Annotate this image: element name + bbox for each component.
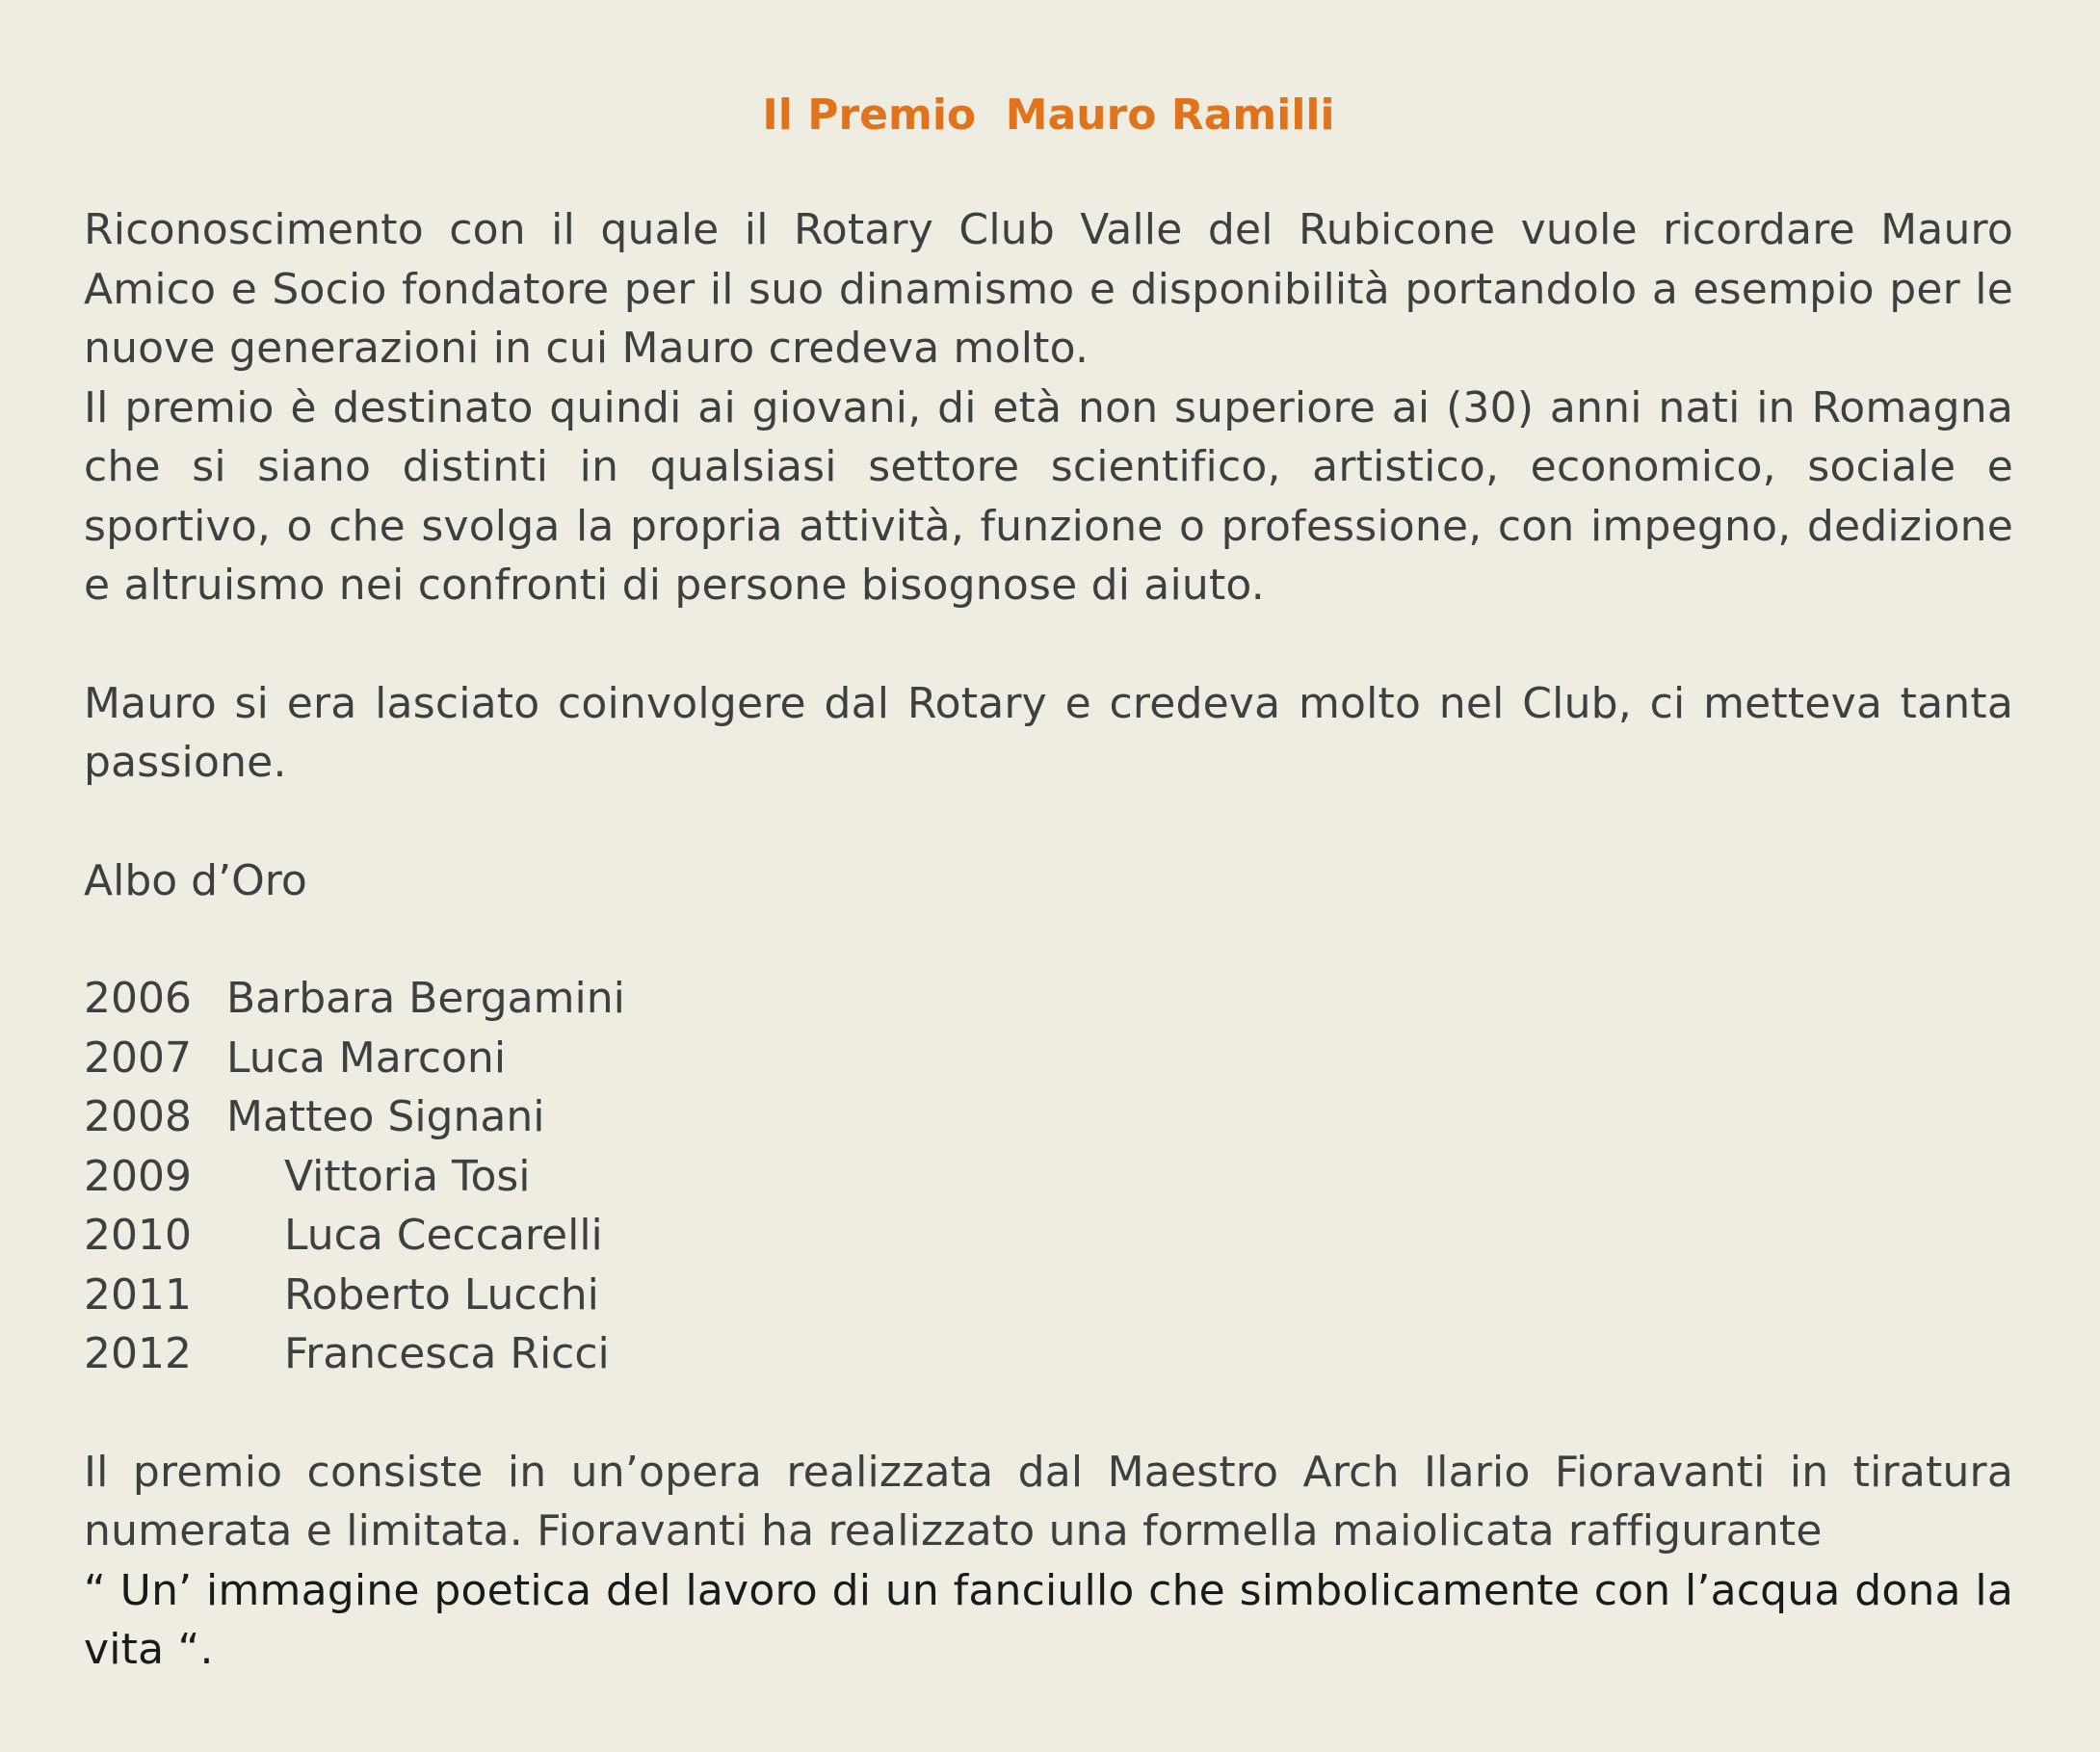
prize-paragraph: Il premio consiste in un’opera realizzata dal Maestro Arch Ilario Fioravanti in tiratura numerata e limitata. Fioravanti ha realizzato una formella maiolicata raffigurante [84,1447,2013,1556]
passion-paragraph: Mauro si era lasciato coinvolgere dal Rotary e credeva molto nel Club, ci metteva tanta passione. [84,678,2013,787]
albo-doro-list [84,969,2013,1384]
intro-paragraph-1: Riconoscimento con il quale il Rotary Club Valle del Rubicone vuole ricordare Mauro Amico e Socio fondatore per il suo dinamismo e disponibilità portandolo a esempio per le nuove generazioni in cui Mauro credeva molto. [84,205,2013,373]
albo-winner-name: Roberto Lucchi [284,1269,599,1320]
albo-year: 2006 [84,974,192,1023]
albo-winner-name: Barbara Bergamini [226,974,625,1023]
intro-paragraph-2: Il premio è destinato quindi ai giovani, di età non superiore ai (30) anni nati in Romagna che si siano distinti in qualsiasi settore scientifico, artistico, economico, sociale e sportivo, o che svolga la propria attività, funzione o professione, con impegno, dedizione e altruismo nei confronti di persone bisognose di aiuto. [84,382,2013,610]
albo-year: 2011 [84,1269,192,1320]
albo-winner-name: Vittoria Tosi [284,1151,531,1201]
albo-year: 2012 [84,1329,192,1378]
albo-row-2012 [84,1324,2013,1384]
albo-year: 2010 [84,1211,192,1260]
albo-winner-name: Francesca Ricci [284,1329,610,1378]
albo-year: 2007 [84,1033,192,1083]
albo-row-2006 [84,969,2013,1029]
albo-row-2010 [84,1206,2013,1266]
albo-row-2009 [84,1147,2013,1207]
albo-winner-name: Luca Marconi [226,1033,507,1083]
albo-year: 2009 [84,1151,192,1201]
albo-winner-name: Luca Ceccarelli [284,1211,603,1260]
albo-row-2011 [84,1266,2013,1325]
albo-winner-name: Matteo Signani [226,1092,545,1141]
albo-row-2007 [84,1029,2013,1088]
page-title: Il Premio Mauro Ramilli [762,91,1335,140]
albo-doro-heading: Albo d’Oro [84,855,307,905]
albo-year: 2008 [84,1092,192,1141]
prize-quote: “ Un’ immagine poetica del lavoro di un fanciullo che simbolicamente con l’acqua dona la vita “. [84,1565,2013,1674]
albo-row-2008 [84,1087,2013,1147]
